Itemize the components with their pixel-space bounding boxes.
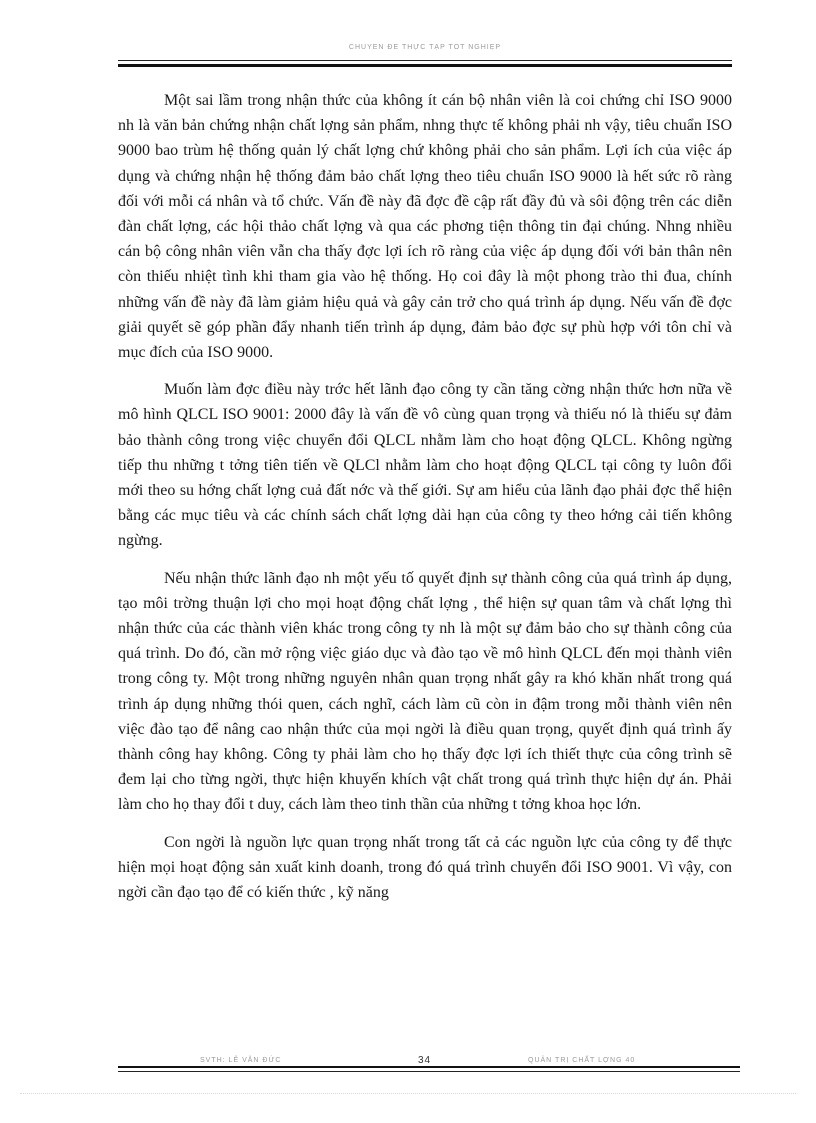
header-rule-thin xyxy=(118,60,732,61)
footer-rule-thick xyxy=(118,1066,740,1068)
body-text xyxy=(118,88,732,917)
footer-class: QUẢN TRỊ CHẤT LỢNG 40 xyxy=(528,1057,636,1064)
footer-author: SVTH: LÊ VĂN ĐỨC xyxy=(200,1057,282,1064)
paragraph-3: Nếu nhận thức lãnh đạo nh một yếu tố quyết định sự thành công của quá trình áp dụng, tạo môi trờng thuận lợi cho mọi hoạt động chất lợng , thể hiện sự quan tâm và chất lợng thì nhận thức của các thành viên khác trong công ty nh là một sự đảm bảo cho sự thành công của quá trình. Do đó, cần mở rộng việc giáo dục và đào tạo về mô hình QLCL đến mọi thành viên trong công ty. Một trong những nguyên nhân quan trọng nhất gây ra khó khăn nhất trong quá trình áp dụng những thói quen, cách nghĩ, cách làm cũ còn in đậm trong mỗi thành viên nên việc đào tạo để nâng cao nhận thức của mọi ngời là điều quan trọng, quyết định quá trình ấy thành công hay không. Công ty phải làm cho họ thấy đợc lợi ích thiết thực của công trình sẽ đem lại cho từng ngời, thực hiện khuyến khích vật chất trong quá trình thực hiện dự án. Phải làm cho họ thay đổi t duy, cách làm theo tinh thần của những t tởng khoa học lớn. xyxy=(118,569,732,814)
running-header: CHUYÊN ĐỀ THỰC TẬP TỐT NGHIỆP xyxy=(348,44,502,51)
page-number: 34 xyxy=(418,1055,432,1066)
footer-rule-thin xyxy=(118,1071,740,1072)
header-rule-thick xyxy=(118,64,732,67)
paragraph-1: Một sai lầm trong nhận thức của không ít cán bộ nhân viên là coi chứng chỉ ISO 9000 nh là văn bản chứng nhận chất lợng sản phẩm, nhng thực tế không phải nh vậy, tiêu chuẩn ISO 9000 bao trùm hệ thống quản lý chất lợng chứ không phải cho sản phẩm. Lợi ích của việc áp dụng và chứng nhận hệ thống đảm bảo chất lợng theo tiêu chuẩn ISO 9000 là hết sức rõ ràng đối với mỗi cá nhân và tổ chức. Vấn đề này đã đợc đề cập rất đầy đủ và sôi động trên các diễn đàn chất lợng, các hội thảo chất lợng và qua các phơng tiện thông tin đại chúng. Nhng nhiều cán bộ công nhân viên vẫn cha thấy đợc lợi ích rõ ràng của việc áp dụng đối với bản thân nên còn thiếu nhiệt tình khi tham gia vào hệ thống. Họ coi đây là một phong trào thi đua, chính những vấn đề này đã làm giảm hiệu quả và gây cản trở cho quá trình áp dụng. Nếu vấn đề đợc giải quyết sẽ góp phần đẩy nhanh tiến trình áp dụng, đảm bảo đợc sự phù hợp với tôn chỉ và mục đích của ISO 9000. xyxy=(118,92,732,362)
page-edge-dotted-line xyxy=(20,1093,796,1094)
paragraph-4: Con ngời là nguồn lực quan trọng nhất trong tất cả các nguồn lực của công ty để thực hiện mọi hoạt động sản xuất kinh doanh, trong đó quá trình chuyển đổi ISO 9001. Vì vậy, con ngời cần đạo tạo để có kiến thức , kỹ năng xyxy=(118,833,732,902)
paragraph-2: Muốn làm đợc điều này trớc hết lãnh đạo công ty cần tăng cờng nhận thức hơn nữa về mô hình QLCL ISO 9001: 2000 đây là vấn đề vô cùng quan trọng và thiếu nó là thiếu sự đảm bảo thành công trong việc chuyển đổi QLCL nhằm làm cho hoạt động QLCL. Không ngừng tiếp thu những t tởng tiên tiến về QLCl nhằm làm cho hoạt động QLCL tại công ty luôn đổi mới theo su hớng chất lợng cuả đất nớc và thế giới. Sự am hiểu của lãnh đạo phải đợc thể hiện bằng các mục tiêu và các chính sách chất lợng dài hạn của công ty theo hớng cải tiến không ngừng. xyxy=(118,381,732,550)
